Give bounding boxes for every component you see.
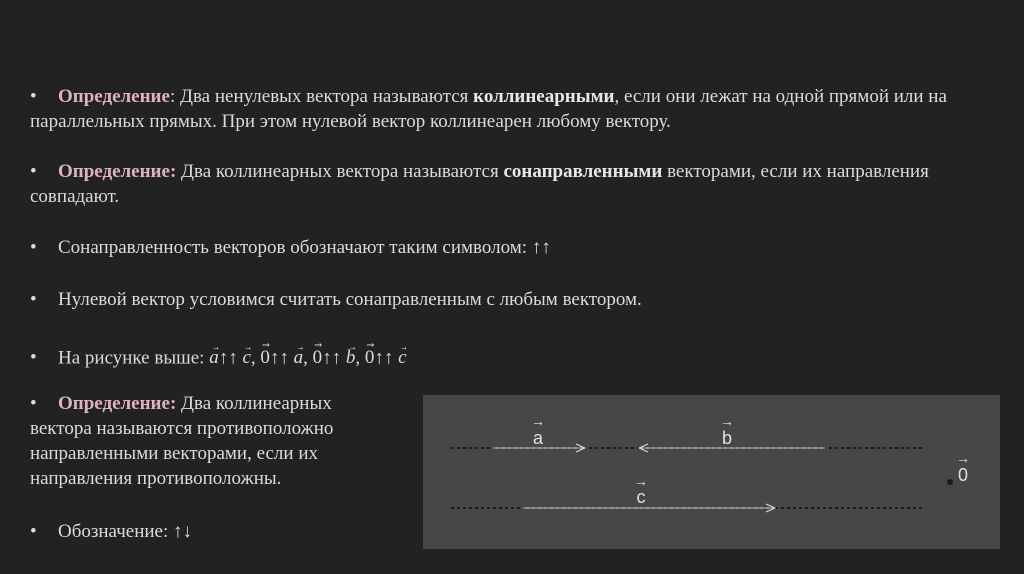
bullet: •: [30, 521, 37, 542]
vector-a: a: [293, 347, 304, 369]
definition-codirectional: [30, 159, 970, 209]
zero-vector: 0: [364, 347, 375, 369]
definition-text-rest: векторами, если их направления совпадают.: [30, 161, 929, 207]
bullet: •: [30, 393, 37, 414]
bullet: •: [30, 289, 37, 310]
zero-vector: 0: [312, 347, 323, 369]
relations-prefix: На рисунке выше:: [58, 347, 210, 369]
note-text: Сонаправленность векторов обозначают таким символом: ↑↑: [58, 237, 551, 258]
definition-term: Определение:: [58, 393, 177, 414]
vector-figure: [423, 395, 1000, 549]
vector-c-arrow: [523, 504, 775, 512]
vector-diagram: [423, 395, 1000, 549]
bullet: •: [30, 237, 37, 258]
bullet: •: [30, 347, 37, 369]
vector-c-arrow-mark: →: [634, 473, 648, 489]
vector-c: c: [242, 347, 251, 369]
vector-b-label: b: [721, 428, 733, 448]
note-text: Обозначение: ↑↓: [58, 521, 193, 542]
separator: ,: [303, 347, 313, 369]
vector-c: c: [398, 347, 407, 369]
bullet: •: [30, 161, 37, 182]
figure-relations: [30, 339, 407, 370]
zero-vector-arrow-mark: →: [956, 450, 970, 466]
codirectional-symbol-note: [30, 235, 551, 260]
definition-text: Два коллинеарных вектора называются противоположно направленными векторами, если их направления противоположны.: [30, 393, 334, 489]
bullet: •: [30, 86, 37, 107]
codirectional-symbol: ↑↑: [269, 347, 289, 369]
definition-opposite: [30, 391, 390, 491]
zero-vector-label: 0: [957, 465, 969, 485]
codirectional-symbol: ↑↑: [374, 347, 394, 369]
definition-term: Определение: [58, 86, 170, 107]
zero-vector: 0: [260, 347, 270, 369]
note-text: Нулевой вектор условимся считать сонаправленным с любым вектором.: [58, 289, 642, 310]
vector-a-label: a: [532, 428, 544, 448]
separator: ,: [355, 347, 365, 369]
definition-colon: :: [169, 86, 176, 107]
opposite-symbol-note: [30, 519, 192, 544]
definition-text-rest: , если они лежат на одной прямой или на параллельных прямых. При этом нулевой вектор коллинеарен любому вектору.: [30, 86, 947, 132]
keyword-codirectional: сонаправленными: [503, 161, 663, 182]
vector-b-arrow-mark: →: [720, 413, 734, 429]
definition-collinear: [30, 84, 970, 134]
codirectional-symbol: ↑↑: [218, 347, 238, 369]
keyword-collinear: коллинеарными: [473, 86, 615, 107]
vector-b: b: [345, 347, 356, 369]
definition-text: Два коллинеарных вектора называются: [176, 161, 504, 182]
definition-term: Определение:: [58, 161, 177, 182]
zero-vector-point: [947, 479, 953, 485]
zero-vector-note: [30, 287, 642, 312]
vector-a: a: [209, 347, 219, 369]
separator: ,: [250, 347, 261, 369]
vector-a-arrow-mark: →: [531, 413, 545, 429]
codirectional-symbol: ↑↑: [322, 347, 342, 369]
definition-text: Два ненулевых вектора называются: [175, 86, 474, 107]
vector-c-label: c: [636, 487, 646, 507]
